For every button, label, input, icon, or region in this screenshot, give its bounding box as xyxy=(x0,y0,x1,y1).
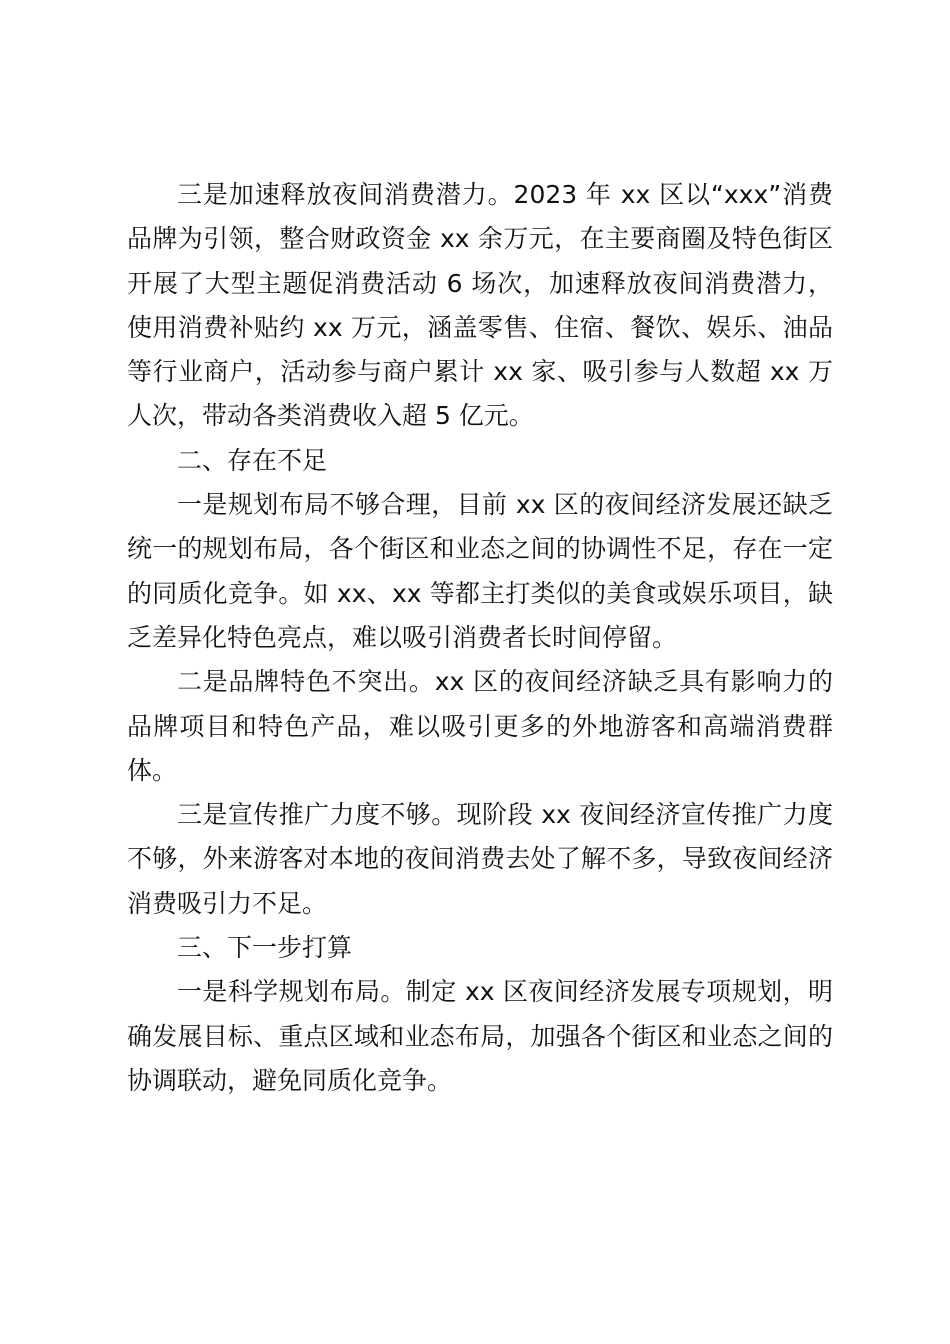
section-heading-shortcomings: 二、存在不足 xyxy=(177,445,328,475)
paragraph-promotion: 三是宣传推广力度不够。现阶段 xx 夜间经济宣传推广力度不够，外来游客对本地的夜间消费去处了解不多，导致夜间经济消费吸引力不足。 xyxy=(127,800,833,918)
section-heading-next-steps: 三、下一步打算 xyxy=(177,933,353,963)
document-body xyxy=(127,173,833,1103)
paragraph-planning-layout: 一是规划布局不够合理，目前 xx 区的夜间经济发展还缺乏统一的规划布局，各个街区和业态之间的协调性不足，存在一定的同质化竞争。如 xx、xx 等都主打类似的美食或娱乐项目，缺乏差异化特色亮点，难以吸引消费者长时间停留。 xyxy=(127,490,833,652)
paragraph-night-consumption: 三是加速释放夜间消费潜力。2023 年 xx 区以“xxx”消费品牌为引领，整合财政资金 xx 余万元，在主要商圈及特色街区开展了大型主题促消费活动 6 场次，加速释放夜间消费潜力，使用消费补贴约 xx 万元，涵盖零售、住宿、餐饮、娱乐、油品等行业商户，活动参与商户累计 xx 家、吸引参与人数超 xx 万人次，带动各类消费收入超 5 亿元。 xyxy=(127,180,833,431)
paragraph-scientific-planning: 一是科学规划布局。制定 xx 区夜间经济发展专项规划，明确发展目标、重点区域和业态布局，加强各个街区和业态之间的协调联动，避免同质化竞争。 xyxy=(127,977,833,1095)
paragraph-brand-features: 二是品牌特色不突出。xx 区的夜间经济缺乏具有影响力的品牌项目和特色产品，难以吸引更多的外地游客和高端消费群体。 xyxy=(127,667,833,785)
